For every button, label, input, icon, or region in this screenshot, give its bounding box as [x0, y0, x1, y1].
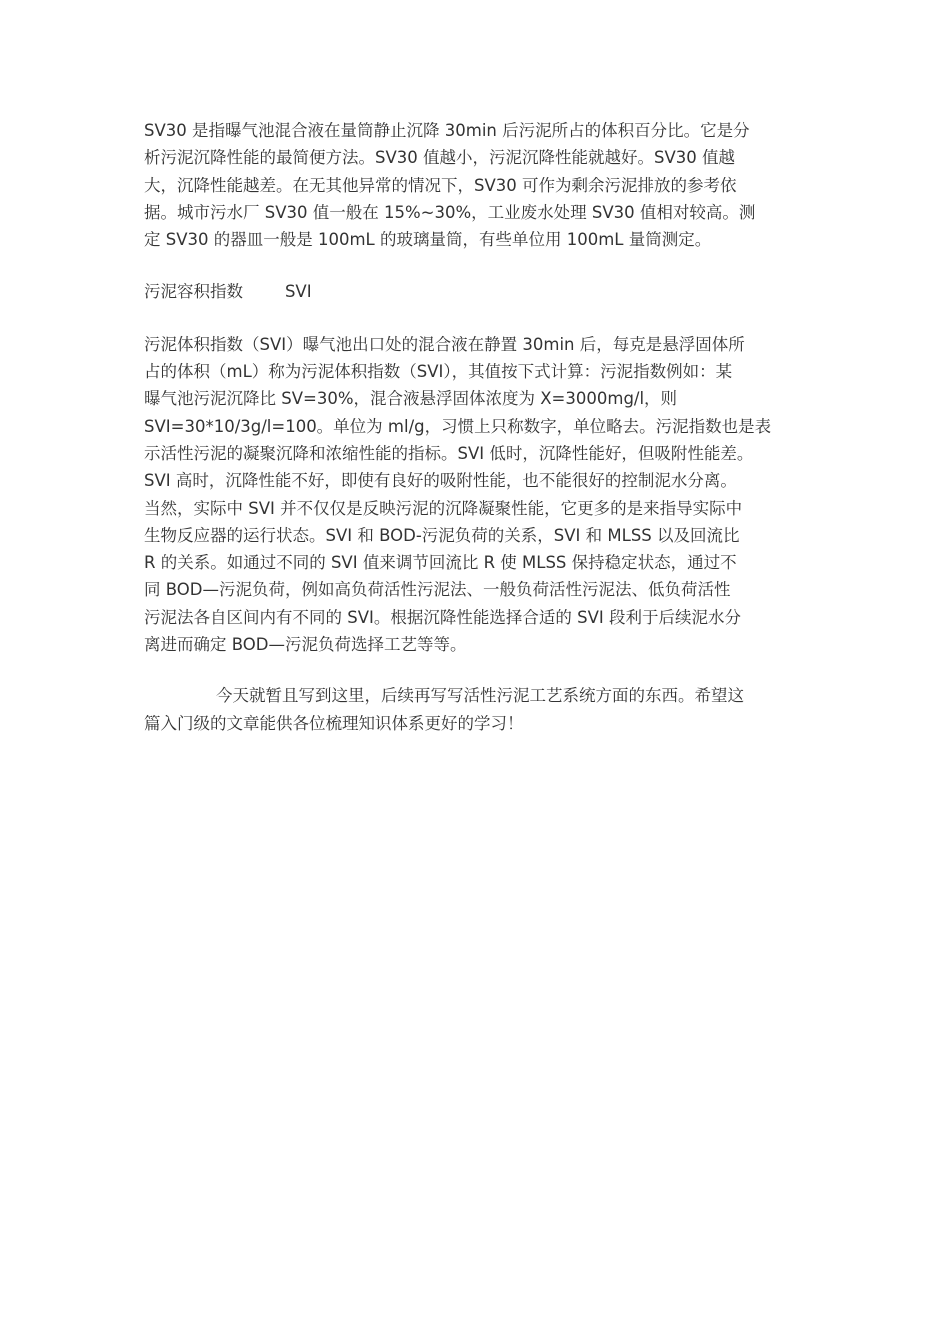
text-line: 篇入门级的文章能供各位梳理知识体系更好的学习！	[144, 713, 524, 733]
text-line: R 的关系。如通过不同的 SVI 值来调节回流比 R 使 MLSS 保持稳定状态，通过不	[144, 553, 737, 573]
paragraph-svi	[144, 331, 816, 659]
text-line: 离进而确定 BOD—污泥负荷选择工艺等等。	[144, 635, 467, 655]
text-line: SV30 是指曝气池混合液在量筒静止沉降 30min 后污泥所占的体积百分比。它是分	[144, 121, 750, 140]
document-body	[144, 117, 816, 737]
text-line: 析污泥沉降性能的最简便方法。SV30 值越小，污泥沉降性能就越好。SV30 值越	[144, 148, 736, 168]
text-line: 污泥法各自区间内有不同的 SVI。根据沉降性能选择合适的 SVI 段利于后续泥水分	[144, 607, 741, 627]
paragraph-closing	[144, 682, 816, 737]
text-line: 示活性污泥的凝聚沉降和浓缩性能的指标。SVI 低时，沉降性能好，但吸附性能差。	[144, 443, 754, 463]
text-line: 今天就暂且写到这里，后续再写写活性污泥工艺系统方面的东西。希望这	[216, 686, 744, 706]
text-line: 当然，实际中 SVI 并不仅仅是反映污泥的沉降凝聚性能，它更多的是来指导实际中	[144, 498, 743, 518]
text-line: 大，沉降性能越差。在无其他异常的情况下，SV30 可作为剩余污泥排放的参考依	[144, 175, 737, 195]
paragraph-sv30	[144, 117, 816, 253]
section-heading-svi: 污泥容积指数 SVI	[144, 282, 312, 302]
text-line: SVI=30*10/3g/l=100。单位为 ml/g，习惯上只称数字，单位略去。污泥指数也是表	[144, 416, 772, 436]
text-line: 据。城市污水厂 SV30 值一般在 15%~30%，工业废水处理 SV30 值相对较高。测	[144, 202, 756, 222]
text-line: 同 BOD—污泥负荷，例如高负荷活性污泥法、一般负荷活性污泥法、低负荷活性	[144, 580, 731, 600]
text-line: SVI 高时，沉降性能不好，即使有良好的吸附性能，也不能很好的控制泥水分离。	[144, 471, 737, 491]
text-line: 曝气池污泥沉降比 SV=30%，混合液悬浮固体浓度为 X=3000mg/l，则	[144, 389, 678, 409]
text-line: 定 SV30 的器皿一般是 100mL 的玻璃量筒，有些单位用 100mL 量筒测定。	[144, 230, 712, 250]
text-line: 占的体积（mL）称为污泥体积指数（SVI），其值按下式计算：污泥指数例如：某	[144, 362, 733, 382]
text-line: 污泥体积指数（SVI）曝气池出口处的混合液在静置 30min 后，每克是悬浮固体所	[144, 334, 745, 354]
text-line: 生物反应器的运行状态。SVI 和 BOD-污泥负荷的关系，SVI 和 MLSS 以及回流比	[144, 525, 740, 545]
